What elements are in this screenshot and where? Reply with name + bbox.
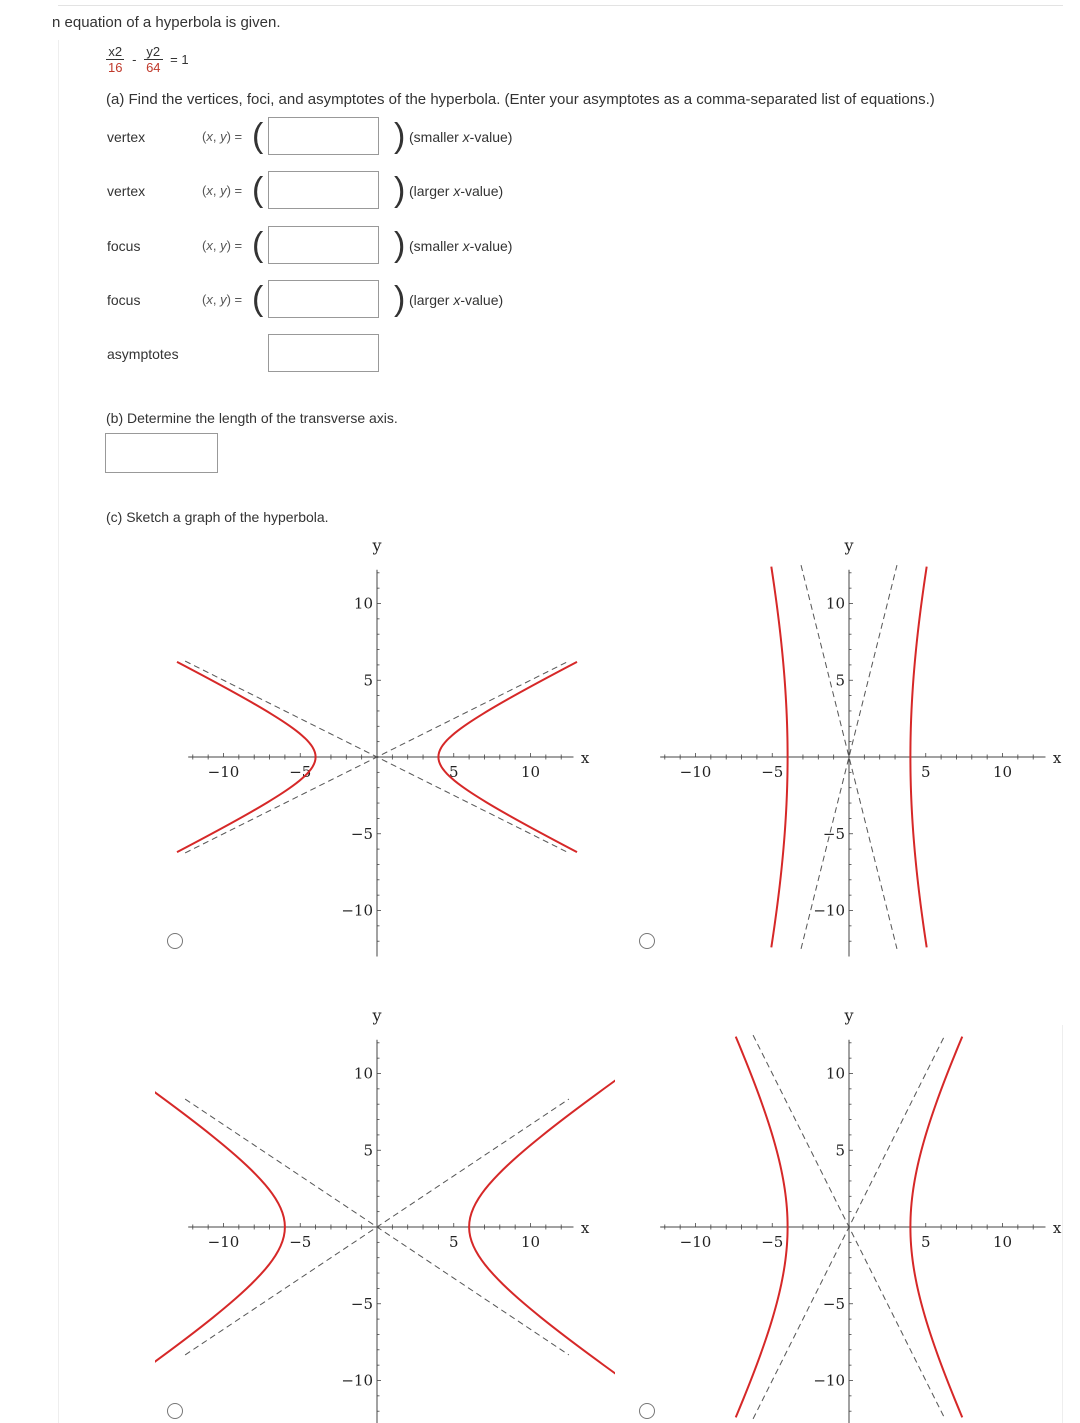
x-axis-label: x xyxy=(1052,749,1062,767)
x-axis-label: x xyxy=(580,749,590,767)
y-axis-label: y xyxy=(372,536,382,556)
x-fraction xyxy=(106,44,124,75)
x-tick-label: 10 xyxy=(520,763,541,781)
vertex-1-input[interactable] xyxy=(268,117,379,155)
left-paren: ( xyxy=(252,226,264,264)
top-divider xyxy=(58,5,1063,6)
x-tick-label: −10 xyxy=(679,763,712,781)
focus-1-input[interactable] xyxy=(268,226,379,264)
equals-one: = 1 xyxy=(170,52,189,67)
right-paren: ) xyxy=(394,226,406,264)
graph-option-2-radio[interactable] xyxy=(639,933,655,949)
row-note: (smaller x-value) xyxy=(409,238,513,254)
y-tick-label: 10 xyxy=(353,1064,373,1083)
y-numerator: y2 xyxy=(144,44,162,60)
y-tick-label: 5 xyxy=(835,671,845,690)
x-tick-label: −5 xyxy=(289,763,312,781)
focus-2-input[interactable] xyxy=(268,280,379,318)
y-tick-label: −10 xyxy=(341,901,373,920)
x-tick-label: −10 xyxy=(207,1233,240,1251)
equation xyxy=(106,44,193,75)
left-divider xyxy=(58,40,59,1423)
x-numerator: x2 xyxy=(106,44,124,60)
graph-option-1-radio[interactable] xyxy=(167,933,183,949)
x-tick-label: 5 xyxy=(920,1233,931,1251)
y-tick-label: 10 xyxy=(825,594,845,613)
y-tick-label: −5 xyxy=(350,1294,373,1313)
x-tick-label: 10 xyxy=(992,1233,1013,1251)
asymptotes-input[interactable] xyxy=(268,334,379,372)
right-paren: ) xyxy=(394,171,406,209)
row-label: vertex xyxy=(107,129,146,145)
row-note: (larger x-value) xyxy=(409,292,504,308)
graph-option-2 xyxy=(627,530,1080,960)
x-tick-label: 10 xyxy=(992,763,1013,781)
x-tick-label: 5 xyxy=(448,1233,459,1251)
x-denominator: 16 xyxy=(108,60,123,75)
x-tick-label: −5 xyxy=(761,763,784,781)
x-tick-label: −10 xyxy=(207,763,240,781)
transverse-axis-input[interactable] xyxy=(105,433,218,473)
y-axis-label: y xyxy=(844,536,854,556)
y-axis-label: y xyxy=(372,1006,382,1026)
y-tick-label: 5 xyxy=(835,1141,845,1160)
left-paren: ( xyxy=(252,171,264,209)
y-fraction xyxy=(144,44,162,75)
minus-sign: - xyxy=(132,52,137,67)
part-c-prompt: (c) Sketch a graph of the hyperbola. xyxy=(106,509,329,525)
x-axis-label: x xyxy=(580,1219,590,1237)
y-denominator: 64 xyxy=(146,60,161,75)
y-tick-label: 10 xyxy=(353,594,373,613)
intro-text: n equation of a hyperbola is given. xyxy=(52,14,281,31)
xy-label: (x, y) = xyxy=(202,183,243,198)
x-axis-label: x xyxy=(1052,1219,1062,1237)
x-tick-label: 5 xyxy=(920,763,931,781)
left-paren: ( xyxy=(252,280,264,318)
x-tick-label: −5 xyxy=(289,1233,312,1251)
x-tick-label: −10 xyxy=(679,1233,712,1251)
xy-label: (x, y) = xyxy=(202,292,243,307)
graph-option-1 xyxy=(155,530,615,960)
x-tick-label: 5 xyxy=(448,763,459,781)
graph-option-4-radio[interactable] xyxy=(639,1403,655,1419)
right-paren: ) xyxy=(394,117,406,155)
x-tick-label: 10 xyxy=(520,1233,541,1251)
asymptotes-label: asymptotes xyxy=(107,346,179,362)
row-note: (smaller x-value) xyxy=(409,129,513,145)
y-tick-label: −5 xyxy=(822,1294,845,1313)
xy-label: (x, y) = xyxy=(202,129,243,144)
y-tick-label: −5 xyxy=(350,824,373,843)
y-tick-label: 5 xyxy=(363,671,373,690)
y-tick-label: −10 xyxy=(813,901,845,920)
row-label: focus xyxy=(107,292,141,308)
row-label: focus xyxy=(107,238,141,254)
graph-option-4 xyxy=(627,1000,1080,1423)
part-a-prompt: (a) Find the vertices, foci, and asymptotes of the hyperbola. (Enter your asymptotes as a comma-separated list of equations.) xyxy=(106,91,935,108)
xy-label: (x, y) = xyxy=(202,238,243,253)
y-tick-label: −10 xyxy=(813,1371,845,1390)
row-note: (larger x-value) xyxy=(409,183,504,199)
y-tick-label: −10 xyxy=(341,1371,373,1390)
left-paren: ( xyxy=(252,117,264,155)
right-paren: ) xyxy=(394,280,406,318)
vertex-2-input[interactable] xyxy=(268,171,379,209)
y-axis-label: y xyxy=(844,1006,854,1026)
row-label: vertex xyxy=(107,183,146,199)
graph-option-3 xyxy=(155,1000,615,1423)
x-tick-label: −5 xyxy=(761,1233,784,1251)
part-b-prompt: (b) Determine the length of the transverse axis. xyxy=(106,410,398,426)
graph-option-3-radio[interactable] xyxy=(167,1403,183,1419)
y-tick-label: 10 xyxy=(825,1064,845,1083)
y-tick-label: −5 xyxy=(822,824,845,843)
y-tick-label: 5 xyxy=(363,1141,373,1160)
